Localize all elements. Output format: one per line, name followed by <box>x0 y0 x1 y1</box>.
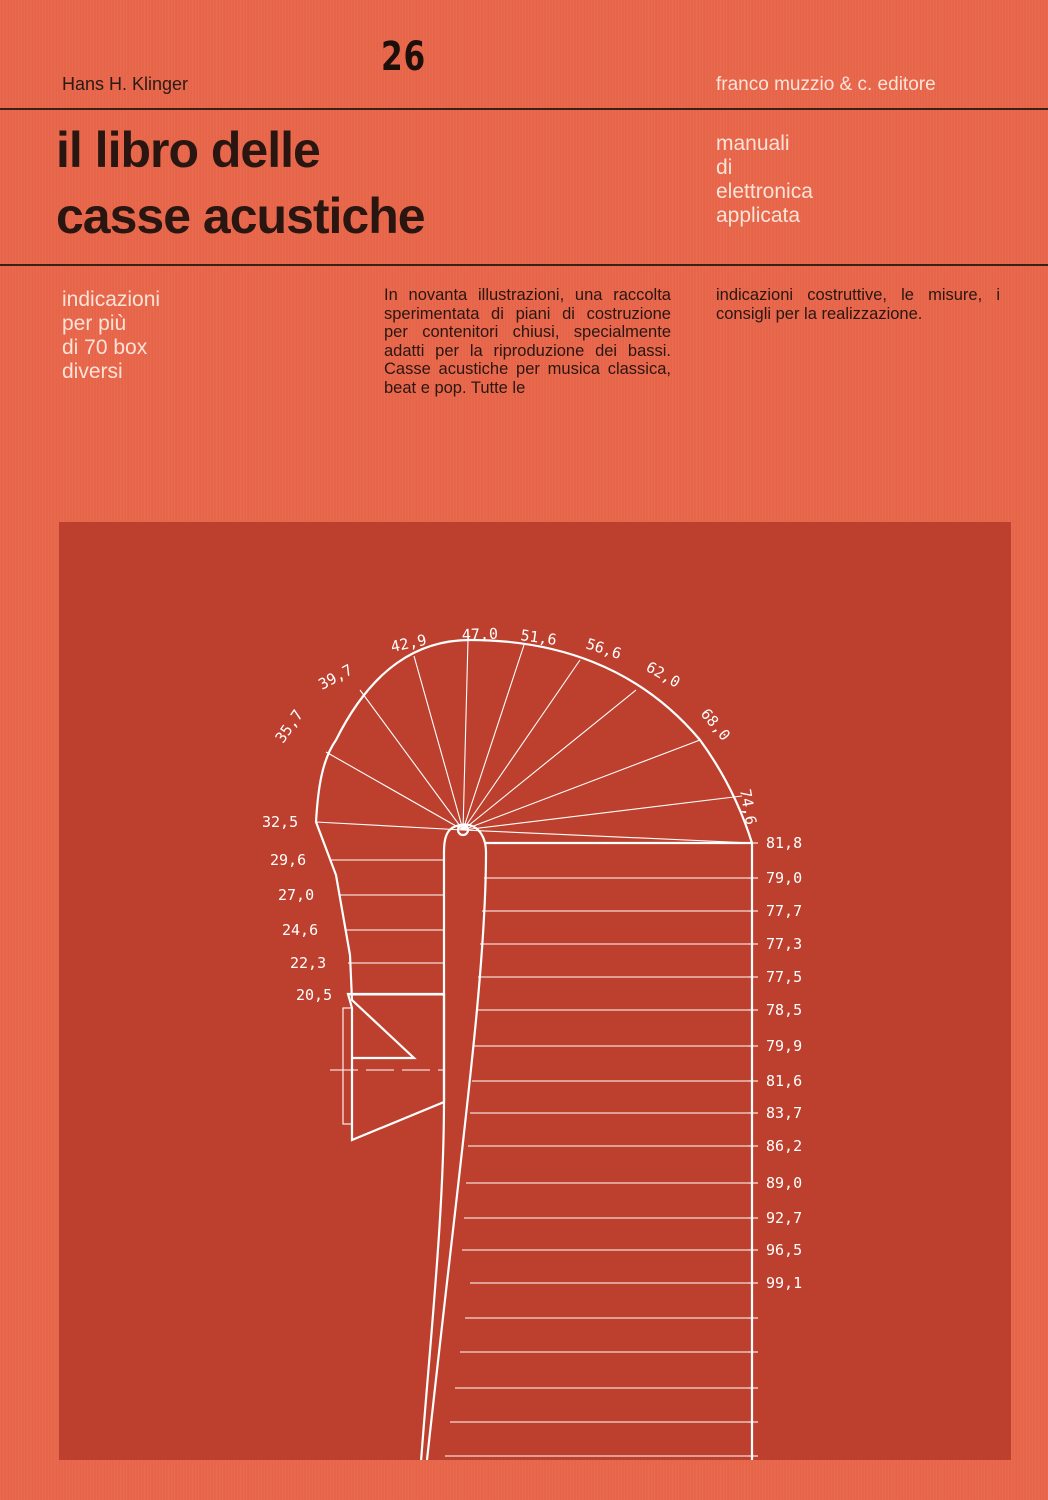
radial-label: 62,0 <box>643 657 684 692</box>
baffle-board <box>414 824 486 1460</box>
publisher-name: franco muzzio & c. editore <box>716 74 936 95</box>
book-title <box>56 117 425 249</box>
subtitle-line: di 70 box <box>62 336 148 359</box>
driver-housing <box>348 994 444 1140</box>
left-label: 20,5 <box>296 986 333 1004</box>
right-label: 81,6 <box>766 1072 803 1090</box>
author-name: Hans H. Klinger <box>62 74 189 94</box>
right-label: 89,0 <box>766 1174 803 1192</box>
series-line: applicata <box>716 204 801 227</box>
left-label: 27,0 <box>278 886 315 904</box>
construction-line <box>463 830 752 843</box>
title-line: il libro delle <box>56 122 320 178</box>
blurb-column-2: indicazioni costruttive, le misure, i consigli per la realizzazione. <box>716 286 1000 323</box>
series-name <box>716 132 813 228</box>
radial-label: 47,0 <box>461 624 499 644</box>
construction-line <box>463 645 524 830</box>
radial-label: 56,6 <box>583 634 624 663</box>
subtitle-line: diversi <box>62 360 123 383</box>
right-label: 79,0 <box>766 869 803 887</box>
right-label: 77,3 <box>766 935 803 953</box>
construction-line <box>463 640 468 830</box>
speaker-cabinet-diagram <box>59 522 1011 1460</box>
title-line: casse acustiche <box>56 188 425 244</box>
construction-lines <box>316 640 761 1460</box>
left-label: 22,3 <box>290 954 327 972</box>
subtitle-line: per più <box>62 312 127 335</box>
right-label: 78,5 <box>766 1001 803 1019</box>
series-number: 26 <box>381 34 426 80</box>
right-label: 96,5 <box>766 1241 803 1259</box>
right-label: 77,5 <box>766 968 803 986</box>
left-label: 32,5 <box>262 813 299 831</box>
right-label: 77,7 <box>766 902 803 920</box>
radial-label: 51,6 <box>519 626 558 649</box>
middle-divider <box>0 264 1048 266</box>
right-label: 81,8 <box>766 834 803 852</box>
construction-line <box>360 690 463 830</box>
construction-line <box>463 690 636 830</box>
right-label: 99,1 <box>766 1274 803 1292</box>
driver-magnet <box>343 1008 352 1124</box>
radial-label: 35,7 <box>271 706 307 747</box>
series-line: di <box>716 156 733 179</box>
construction-line <box>463 740 700 830</box>
series-line: manuali <box>716 132 790 155</box>
cabinet-outline <box>316 640 752 1460</box>
series-line: elettronica <box>716 180 813 203</box>
right-label: 86,2 <box>766 1137 803 1155</box>
radial-label: 68,0 <box>696 705 734 745</box>
top-divider <box>0 108 1048 110</box>
construction-line <box>463 660 580 830</box>
construction-line <box>326 752 463 830</box>
radial-label: 39,7 <box>315 660 356 694</box>
subtitle <box>62 288 160 384</box>
left-label: 29,6 <box>270 851 307 869</box>
blurb-column-1: In novanta illustrazioni, una raccolta sperimentata di piani di costruzione per contenitori chiusi, specialmente adatti per la riproduzione dei bassi. Casse acustiche per musica classica, beat e pop. Tutte le <box>384 286 671 397</box>
right-label: 79,9 <box>766 1037 803 1055</box>
radial-label: 42,9 <box>389 630 429 656</box>
construction-line <box>414 656 463 830</box>
construction-line <box>316 822 463 830</box>
construction-line <box>463 796 742 830</box>
radial-label: 74,6 <box>736 787 761 827</box>
left-label: 24,6 <box>282 921 319 939</box>
cabinet-profile <box>316 640 752 1460</box>
right-label: 83,7 <box>766 1104 803 1122</box>
subtitle-line: indicazioni <box>62 288 161 311</box>
diagram-panel <box>59 522 1011 1460</box>
right-label: 92,7 <box>766 1209 803 1227</box>
